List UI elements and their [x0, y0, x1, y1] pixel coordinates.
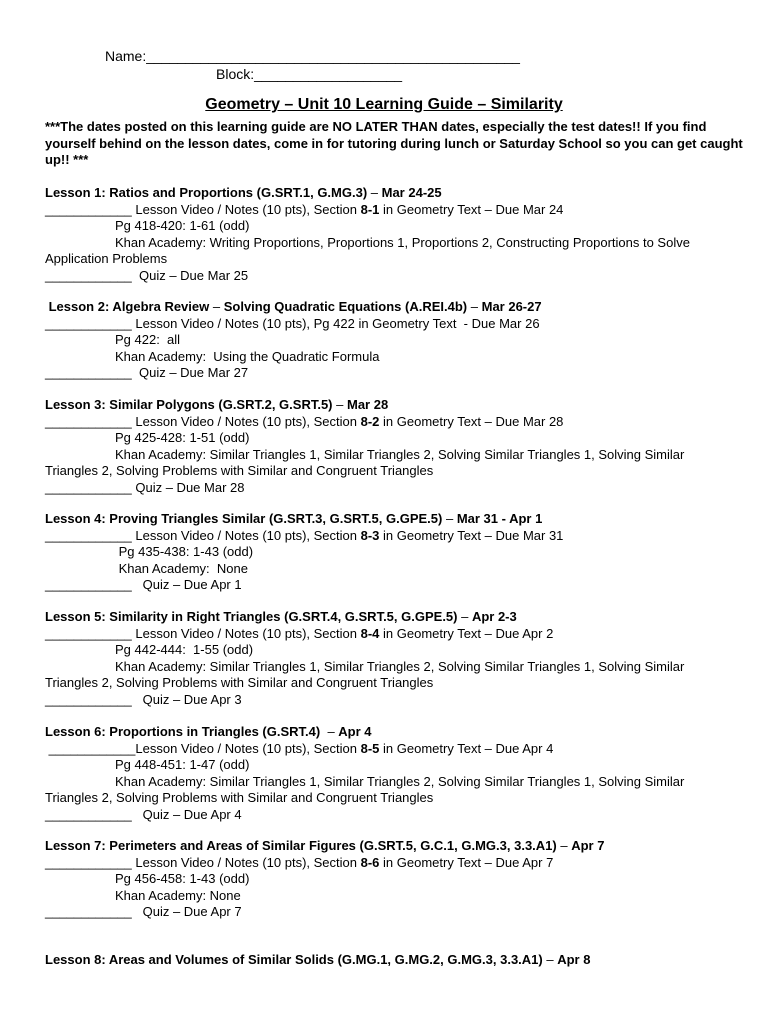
pages-line: Pg 448-451: 1-47 (odd): [115, 757, 250, 772]
lesson-heading: Lesson 7: Perimeters and Areas of Similar Figures (G.SRT.5, G.C.1, G.MG.3, 3.3.A1) – Apr 7: [45, 838, 605, 853]
lesson-3: [45, 397, 735, 496]
block-line: [216, 66, 402, 83]
video-line: ____________Lesson Video / Notes (10 pts), Section 8-5 in Geometry Text – Due Apr 4: [48, 740, 554, 756]
lesson-6: [45, 724, 735, 823]
lesson-heading: Lesson 1: Ratios and Proportions (G.SRT.1, G.MG.3) – Mar 24-25: [45, 185, 442, 200]
video-line: ____________ Lesson Video / Notes (10 pts), Section 8-6 in Geometry Text – Due Apr 7: [45, 854, 554, 870]
blank-line: ____________: [45, 904, 132, 919]
video-line: ____________ Lesson Video / Notes (10 pts), Section 8-1 in Geometry Text – Due Mar 24: [45, 201, 564, 217]
lesson-1: [45, 185, 735, 284]
name-line: [105, 48, 520, 65]
blank-line: ____________: [45, 691, 132, 707]
blank-line: ____________: [45, 479, 132, 495]
quiz-line: ____________ Quiz – Due Apr 7: [45, 904, 242, 919]
khan-line: Khan Academy: Using the Quadratic Formula: [115, 348, 380, 364]
khan-line: Khan Academy: None: [115, 887, 241, 903]
quiz-line: ____________ Quiz – Due Apr 3: [45, 691, 242, 707]
quiz-line: ____________ Quiz – Due Mar 27: [45, 365, 249, 380]
blank-line: ____________: [45, 577, 132, 592]
name-label: Name:: [105, 48, 147, 64]
khan-line: Khan Academy: None: [115, 560, 248, 576]
blank-line: ____________: [45, 267, 132, 283]
blank-line: ____________: [45, 413, 132, 429]
pages-line: Pg 422: all: [115, 332, 181, 347]
video-line: ____________ Lesson Video / Notes (10 pts), Section 8-4 in Geometry Text – Due Apr 2: [45, 625, 554, 641]
lesson-heading: Lesson 4: Proving Triangles Similar (G.SRT.3, G.SRT.5, G.GPE.5) – Mar 31 - Apr 1: [45, 511, 543, 526]
lesson-heading: Lesson 8: Areas and Volumes of Similar Solids (G.MG.1, G.MG.2, G.MG.3, 3.3.A1) – Apr 8: [45, 952, 591, 967]
blank-line: ____________: [45, 806, 132, 822]
pages-line: Pg 425-428: 1-51 (odd): [115, 430, 250, 445]
lesson-heading: Lesson 5: Similarity in Right Triangles (G.SRT.4, G.SRT.5, G.GPE.5) – Apr 2-3: [45, 609, 517, 624]
blank-line: ____________: [48, 740, 136, 756]
lesson-4: [45, 511, 735, 594]
pages-line: Pg 442-444: 1-55 (odd): [115, 642, 254, 657]
blank-line: ____________: [45, 854, 132, 870]
name-blank: ________________________________________________: [146, 48, 520, 64]
khan-line: Khan Academy: Writing Proportions, Proportions 1, Proportions 2, Constructing Proportions to Solve Application Problems: [45, 234, 690, 266]
block-blank: ___________________: [254, 66, 403, 82]
quiz-line: ____________ Quiz – Due Mar 28: [45, 479, 245, 495]
video-line: ____________ Lesson Video / Notes (10 pts), Section 8-3 in Geometry Text – Due Mar 31: [45, 527, 564, 543]
block-label: Block:: [216, 66, 255, 82]
pages-line: Pg 418-420: 1-61 (odd): [115, 218, 250, 233]
video-line: ____________ Lesson Video / Notes (10 pts), Section 8-2 in Geometry Text – Due Mar 28: [45, 413, 564, 429]
quiz-line: ____________ Quiz – Due Apr 4: [45, 806, 242, 822]
khan-line: Khan Academy: Similar Triangles 1, Similar Triangles 2, Solving Similar Triangles 1, Solving Similar Triangles 2, Solving Problems with Similar and Congruent Triangles: [45, 446, 685, 478]
blank-line: ____________: [45, 201, 132, 217]
khan-line: Khan Academy: Similar Triangles 1, Similar Triangles 2, Solving Similar Triangles 1, Solving Similar Triangles 2, Solving Problems with Similar and Congruent Triangles: [45, 658, 685, 690]
lesson-heading: Lesson 3: Similar Polygons (G.SRT.2, G.SRT.5) – Mar 28: [45, 397, 389, 412]
quiz-line: ____________ Quiz – Due Apr 1: [45, 577, 242, 592]
lesson-heading: Lesson 2: Algebra Review – Solving Quadratic Equations (A.REI.4b) – Mar 26-27: [45, 299, 542, 314]
blank-line: ____________: [45, 527, 132, 543]
video-line: ____________ Lesson Video / Notes (10 pts), Pg 422 in Geometry Text - Due Mar 26: [45, 315, 540, 331]
blank-line: ____________: [45, 315, 132, 331]
lesson-8: [45, 952, 735, 969]
quiz-line: ____________ Quiz – Due Mar 25: [45, 267, 249, 283]
pages-line: Pg 435-438: 1-43 (odd): [115, 544, 254, 559]
lesson-2: [45, 299, 735, 382]
lesson-7: [45, 838, 735, 921]
lesson-5: [45, 609, 735, 708]
notice-text: ***The dates posted on this learning guide are NO LATER THAN dates, especially the test dates!! If you find yourself behind on the lesson dates, come in for tutoring during lunch or Saturday School so you can get caught up!! ***: [45, 119, 743, 167]
blank-line: ____________: [45, 625, 132, 641]
pages-line: Pg 456-458: 1-43 (odd): [115, 871, 250, 886]
khan-line: Khan Academy: Similar Triangles 1, Similar Triangles 2, Solving Similar Triangles 1, Solving Similar Triangles 2, Solving Problems with Similar and Congruent Triangles: [45, 773, 685, 805]
page-title: Geometry – Unit 10 Learning Guide – Similarity: [205, 96, 563, 113]
lesson-heading: Lesson 6: Proportions in Triangles (G.SRT.4) – Apr 4: [45, 724, 372, 739]
blank-line: ____________: [45, 365, 132, 380]
